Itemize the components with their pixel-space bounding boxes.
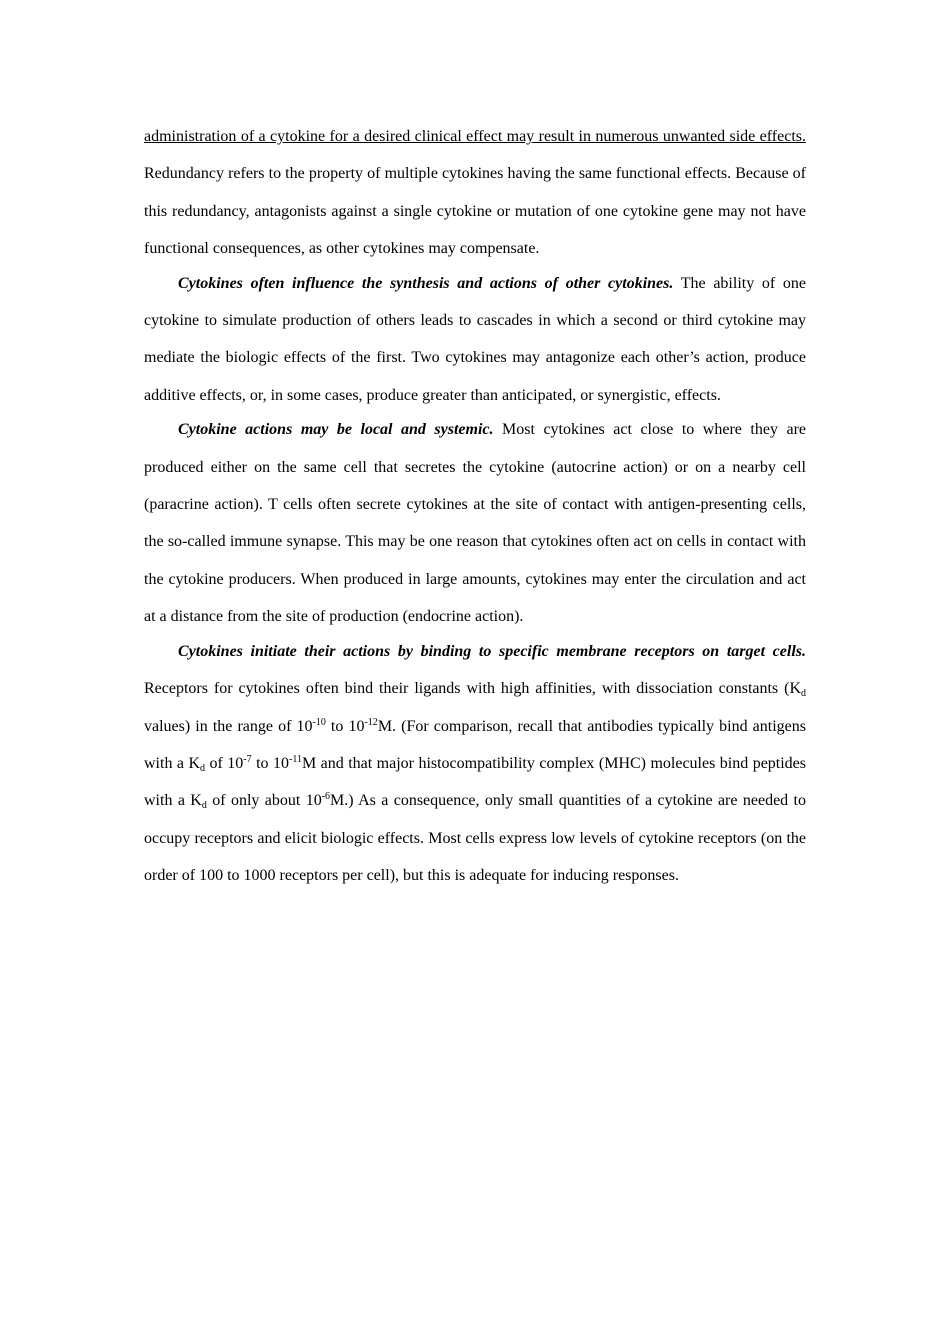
- superscript: -6: [321, 791, 331, 803]
- paragraph-local-systemic: [144, 411, 806, 635]
- text-segment: of 10: [205, 754, 244, 772]
- paragraph-text: Redundancy refers to the property of multiple cytokines having the same functional effects. Because of this redundancy, antagonists against a single cytokine or mutation of one cytokine gene may not have functional consequences, as other cytokines may compensate.: [144, 165, 806, 258]
- paragraph-cytokine-synthesis: [144, 265, 806, 415]
- paragraph-text: Most cytokines act close to where they are produced either on the same cell that secretes the cytokine (autocrine action) or on a nearby cell (paracrine action). T cells often secrete cytokines at the site of contact with antigen-presenting cells, the so-called immune synapse. This may be one reason that cytokines often act on cells in contact with the cytokine producers. When produced in large amounts, cytokines may enter the circulation and act at a distance from the site of production (endocrine action).: [144, 421, 806, 626]
- paragraph-receptors: [144, 633, 806, 895]
- superscript: -10: [312, 716, 326, 728]
- text-segment: M and that major histocompatibility complex (MHC) molecules bind peptides with a K: [144, 754, 807, 810]
- superscript: -11: [289, 753, 302, 765]
- text-segment: values) in the range of 10: [144, 717, 313, 735]
- document-page: [144, 118, 806, 892]
- text-segment: M. (For comparison, recall that antibodies typically bind antigens with a K: [144, 717, 806, 772]
- underlined-sentence: administration of a cytokine for a desired clinical effect may result in numerous unwanted side effects.: [144, 128, 806, 145]
- text-segment: M.) As a consequence, only small quantities of a cytokine are needed to occupy receptors and elicit biologic effects. Most cells express low levels of cytokine receptors (on the order of 100 to 1000 receptors per cell), but this is adequate for inducing responses.: [144, 792, 806, 885]
- text-segment: Receptors for cytokines often bind their ligands with high affinities, with dissociation constants (K: [144, 680, 801, 698]
- superscript: -7: [243, 753, 252, 765]
- subscript: d: [201, 800, 207, 812]
- paragraph-heading: Cytokines initiate their actions by binding to specific membrane receptors on target cells.: [178, 642, 806, 660]
- subscript: d: [200, 762, 206, 774]
- paragraph-heading: Cytokines often influence the synthesis and actions of other cytokines.: [178, 274, 674, 292]
- paragraph-heading: Cytokine actions may be local and systemic.: [178, 421, 494, 439]
- text-segment: to 10: [251, 754, 289, 772]
- subscript: d: [801, 688, 806, 700]
- text-segment: of only about 10: [206, 792, 322, 810]
- paragraph-redundancy: [144, 118, 806, 268]
- text-segment: to 10: [325, 717, 365, 735]
- paragraph-text: The ability of one cytokine to simulate production of others leads to cascades in which a second or third cytokine may mediate the biologic effects of the first. Two cytokines may antagonize each other’s action, produce additive effects, or, in some cases, produce greater than anticipated, or synergistic, effects.: [144, 274, 806, 404]
- superscript: -12: [364, 716, 378, 728]
